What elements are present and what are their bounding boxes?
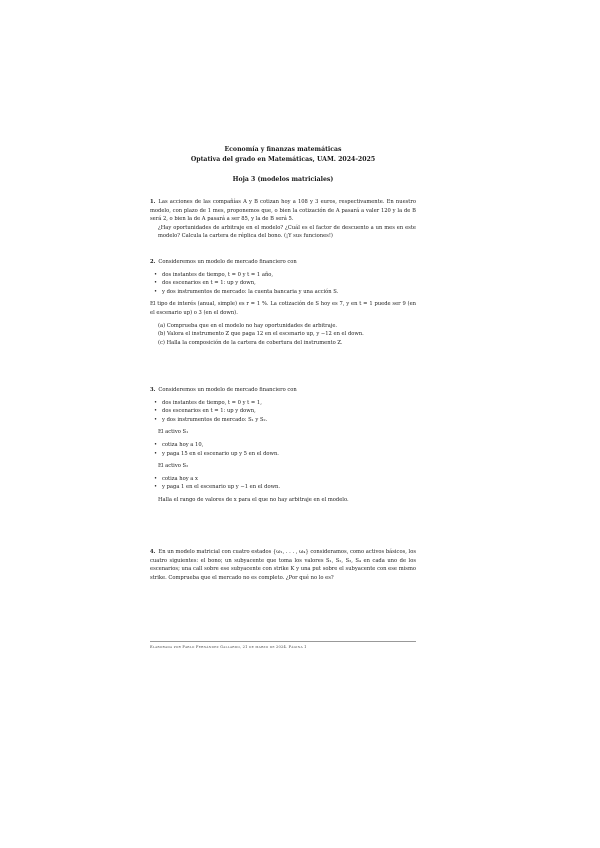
problem-question: ¿Hay oportunidades de arbitraje en el modelo? ¿Cuál es el factor de descuento a un mes en este modelo? Calcula la cartera de réplica del bono. (¡Y sus funciones!) [158,224,416,240]
problem-number: 1. [150,199,156,205]
sub-item-c: (c) Halla la composición de la cartera de cobertura del instrumento Z. [158,339,343,346]
problem-paragraph: El tipo de interés (anual, simple) es r = 1 %. La cotización de S hoy es 7, y en t = 1 puede ser 9 (en el escenario up) o 3 (en el down). [150,301,416,316]
problem-intro: Consideremos un modelo de mercado financiero con [158,259,297,265]
problem-4 [150,548,416,582]
sheet-title: Hoja 3 (modelos matriciales) [232,176,334,183]
problem-closing: Halla el rango de valores de x para el que no hay arbitraje en el modelo. [158,496,349,503]
list-item: • y dos instrumentos de mercado: S₁ y S₂. [154,416,268,423]
list-item: • dos instantes de tiempo, t = 0 y t = 1, [154,399,262,406]
problem-number: 4. [150,549,156,555]
list-item: • cotiza hoy a 10, [154,441,204,448]
problem-3 [150,386,416,505]
list-item: • y dos instrumentos de mercado: la cuenta bancaria y una acción S. [154,288,339,295]
sub-item-a: (a) Comprueba que en el modelo no hay oportunidades de arbitraje. [158,322,338,329]
problem-1 [150,198,416,241]
asset-s2-label: El activo S₂ [158,463,189,470]
problem-text: En un modelo matricial con cuatro estados {ω₁, . . . , ω₄} consideramos, como activos básicos, los cuatro siguientes: el bono; un subyacente que toma los valores S₁, S₂, S₃, S₄ en cada uno de los escenarios; una call sobre ese subyacente con strike K y una put sobre el subyacente con ese mismo strike. Comprueba que el mercado no es completo. ¿Por qué no lo es? [150,549,416,581]
course-title: Economía y finanzas matemáticas [224,146,342,153]
problem-number: 3. [150,387,156,393]
list-item: • cotiza hoy a x [154,475,198,482]
course-subtitle: Optativa del grado en Matemáticas, UAM. 2024-2025 [190,156,376,163]
list-item: • y paga 15 en el escenario up y 5 en el down. [154,450,279,457]
list-item: • dos escenarios en t = 1: up y down, [154,280,256,287]
footer-rule [150,641,416,642]
problem-number: 2. [150,259,156,265]
sub-item-b: (b) Valora el instrumento Z que paga 12 en el escenario up, y −12 en el down. [158,331,364,338]
list-item: • y paga 1 en el escenario up y −1 en el down. [154,484,280,491]
problem-2 [150,258,416,347]
document-page [150,0,416,848]
list-item: • dos escenarios en t = 1: up y down, [154,408,256,415]
list-item: • dos instantes de tiempo, t = 0 y t = 1 año, [154,271,274,278]
problem-intro: Consideremos un modelo de mercado financiero con [158,387,297,393]
asset-s1-label: El activo S₁ [158,429,189,436]
problem-text: Las acciones de las compañías A y B cotizan hoy a 108 y 3 euros, respectivamente. En nuestro modelo, con plazo de 1 mes, proponemos que, o bien la cotización de A pasará a valer 120 y la de B será 2, o bien la de A pasará a ser 85, y la de B será 5. [150,199,416,223]
page-footer: Elaborada por Pablo Fernández Gallardo, 21 de marzo de 2024. Página 1 [150,645,307,649]
